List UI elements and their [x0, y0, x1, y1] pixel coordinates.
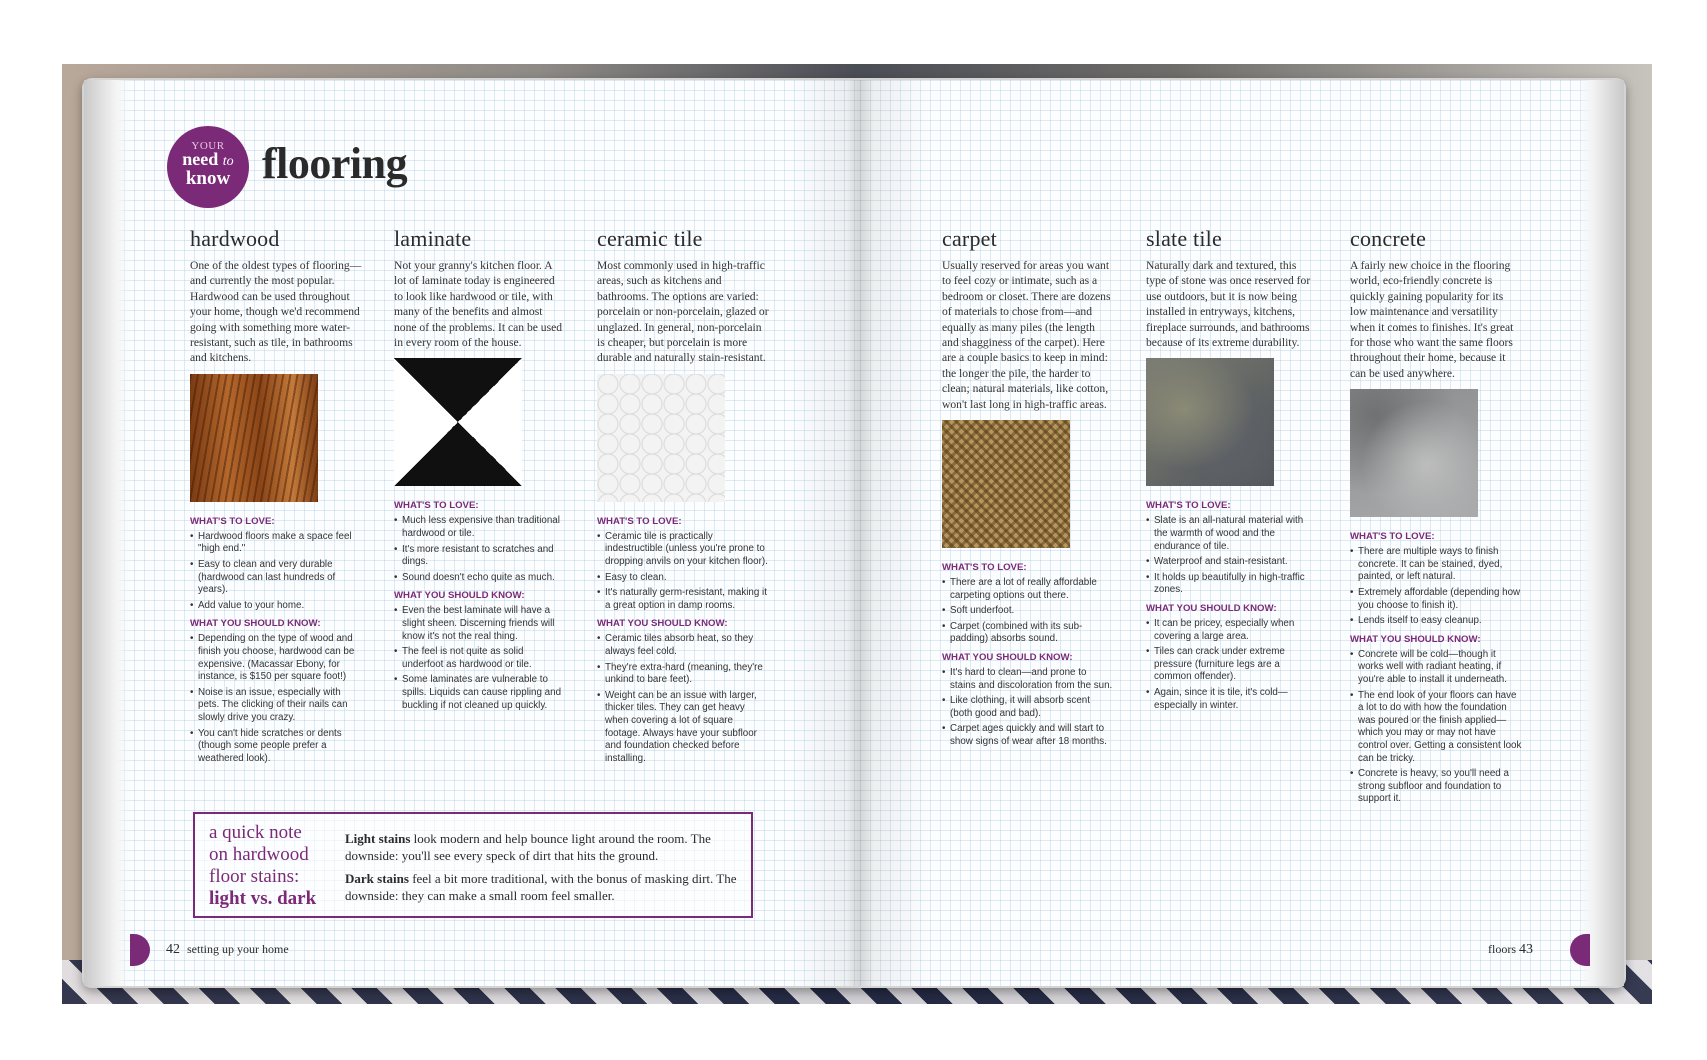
badge-to: to: [222, 154, 234, 169]
list-item: • Like clothing, it will absorb scent (both good and bad).: [942, 695, 1114, 720]
note-dark-text: feel a bit more traditional, with the bonus of masking dirt. The downside: they can make a small room feel smaller.: [345, 871, 737, 903]
list-item: • You can't hide scratches or dents (though some people prefer a weathered look).: [190, 728, 362, 766]
list-item: • Easy to clean.: [597, 572, 769, 585]
know-heading: WHAT YOU SHOULD KNOW:: [597, 618, 728, 630]
list-item: • Soft underfoot.: [942, 605, 1114, 618]
know-list: [942, 667, 1114, 749]
note-dark-paragraph: [345, 870, 745, 904]
hardwood-photo: [190, 374, 318, 502]
list-item: • The feel is not quite as solid underfoot as hardwood or tile.: [394, 646, 566, 671]
column-intro: Naturally dark and textured, this type of stone was once reserved for use outdoors, but it is now being installed in entryways, kitchens, fireplace surrounds, and bathrooms because of its extreme durability.: [1146, 259, 1311, 350]
slate-tile-photo: [1146, 358, 1274, 486]
list-item: • Carpet ages quickly and will start to show signs of wear after 18 months.: [942, 723, 1114, 748]
note-light-text: look modern and help bounce light around the room. The downside: you'll see every speck of dirt that hits the ground.: [345, 831, 711, 863]
list-item: • It's more resistant to scratches and dings.: [394, 544, 566, 569]
list-item: • Slate is an all-natural material with the warmth of wood and the endurance of tile.: [1146, 515, 1318, 553]
need-to-know-badge: [167, 126, 249, 208]
concrete-photo: [1350, 389, 1478, 517]
column-intro: Most commonly used in high-traffic areas, such as kitchens and bathrooms. The options are varied: porcelain or non-porcelain, glazed or unglazed. In general, non-porcelain is cheaper, but porcelain is more durable and naturally stain-resistant.: [597, 259, 769, 365]
left-page-number: 42: [166, 942, 180, 957]
love-heading: WHAT'S TO LOVE:: [597, 515, 682, 527]
list-item: • Hardwood floors make a space feel "high end.": [190, 531, 362, 556]
column-laminate: [394, 226, 566, 715]
note-dark-label: Dark stains: [345, 871, 409, 886]
column-intro: One of the oldest types of flooring—and currently the most popular. Hardwood can be used throughout your home, though we'd recommend going with something more water-resistant, such as tile, in bathrooms and kitchens.: [190, 259, 362, 365]
list-item: • There are multiple ways to finish concrete. It can be stained, dyed, painted, or left natural.: [1350, 546, 1522, 584]
know-heading: WHAT YOU SHOULD KNOW:: [190, 618, 321, 630]
love-list: [190, 531, 362, 613]
badge-need: need: [182, 149, 219, 169]
list-item: • Lends itself to easy cleanup.: [1350, 615, 1522, 628]
list-item: • It holds up beautifully in high-traffic zones.: [1146, 572, 1318, 597]
laminate-photo: [394, 358, 522, 486]
list-item: • Again, since it is tile, it's cold—especially in winter.: [1146, 687, 1318, 712]
list-item: • Ceramic tiles absorb heat, so they always feel cold.: [597, 633, 769, 658]
note-light-label: Light stains: [345, 831, 411, 846]
note-title-line: a quick note: [209, 822, 302, 843]
list-item: • Easy to clean and very durable (hardwood can last hundreds of years).: [190, 559, 362, 597]
right-running-head: floors: [1488, 942, 1516, 956]
badge-know: know: [185, 168, 231, 189]
column-intro: Not your granny's kitchen floor. A lot of laminate today is engineered to look like hardwood or tile, with many of the benefits and almost none of the problems. It can be used in every room of the house.: [394, 259, 563, 350]
note-title-line: [209, 888, 329, 910]
column-carpet: [942, 226, 1114, 752]
column-concrete: [1350, 226, 1522, 809]
know-list: [1350, 649, 1522, 806]
love-list: [942, 577, 1114, 646]
note-title-bold: light vs. dark: [209, 888, 317, 909]
column-intro: Usually reserved for areas you want to feel cozy or intimate, such as a bedroom or closet. There are dozens of materials to chose from—and equally as many piles (the length and shagginess of the carpet). Here are a couple basics to keep in mind: the longer the pile, the harder to clean; natural materials, like cotton, won't last long in high-traffic areas.: [942, 259, 1111, 411]
list-item: • Noise is an issue, especially with pets. The clicking of their nails can slowly drive you crazy.: [190, 687, 362, 725]
list-item: • Tiles can crack under extreme pressure (furniture legs are a common offender).: [1146, 646, 1318, 684]
list-item: • Add value to your home.: [190, 600, 362, 613]
know-list: [394, 605, 566, 712]
love-list: [394, 515, 566, 584]
book-gutter: [790, 80, 930, 986]
love-list: [1146, 515, 1318, 597]
column-heading: laminate: [394, 226, 472, 251]
list-item: • Depending on the type of wood and finish you choose, hardwood can be expensive. (Macassar Ebony, for instance, is $150 per square foot!): [190, 633, 362, 683]
column-heading: ceramic tile: [597, 226, 703, 251]
know-list: [597, 633, 769, 765]
love-list: [1350, 546, 1522, 628]
right-page-edge: [1578, 80, 1624, 986]
list-item: • Even the best laminate will have a slight sheen. Discerning friends will know it's not the real thing.: [394, 605, 566, 643]
know-list: [1146, 618, 1318, 712]
love-list: [597, 531, 769, 613]
column-slate-tile: [1146, 226, 1318, 715]
left-running-head: setting up your home: [187, 942, 289, 956]
column-heading: concrete: [1350, 226, 1427, 251]
note-light-paragraph: [345, 830, 745, 864]
list-item: • Much less expensive than traditional hardwood or tile.: [394, 515, 566, 540]
list-item: • Extremely affordable (depending how you choose to finish it).: [1350, 587, 1522, 612]
love-heading: WHAT'S TO LOVE:: [394, 500, 479, 512]
ceramic-tile-photo: [597, 374, 725, 502]
list-item: • Waterproof and stain-resistant.: [1146, 556, 1318, 569]
know-heading: WHAT YOU SHOULD KNOW:: [394, 590, 525, 602]
right-footer: [1488, 942, 1537, 958]
column-heading: carpet: [942, 226, 997, 251]
list-item: • It can be pricey, especially when covering a large area.: [1146, 618, 1318, 643]
column-intro: A fairly new choice in the flooring world, eco-friendly concrete is quickly gaining popularity for its low maintenance and versatility when it comes to finishes. It's great for those who want the same floors throughout their home, because it can be used anywhere.: [1350, 259, 1514, 380]
list-item: • Weight can be an issue with larger, thicker tiles. They can get heavy when covering a lot of square footage. Always have your subfloor and foundation checked before installing.: [597, 690, 769, 766]
note-body: [345, 830, 745, 910]
list-item: • The end look of your floors can have a lot to do with how the foundation was poured or the finish applied—which you may or may not have control over. Getting a consistent look can be tricky.: [1350, 690, 1522, 766]
list-item: • It's hard to clean—and prone to stains and discoloration from the sun.: [942, 667, 1114, 692]
note-title-line: on hardwood: [209, 844, 309, 865]
column-heading: hardwood: [190, 226, 280, 251]
list-item: • Some laminates are vulnerable to spills. Liquids can cause rippling and buckling if not cleaned up quickly.: [394, 674, 566, 712]
list-item: • Carpet (combined with its sub-padding) absorbs sound.: [942, 621, 1114, 646]
love-heading: WHAT'S TO LOVE:: [190, 515, 275, 527]
love-heading: WHAT'S TO LOVE:: [942, 562, 1027, 574]
love-heading: WHAT'S TO LOVE:: [1146, 500, 1231, 512]
left-page-edge: [84, 80, 130, 986]
note-title-line: floor stains:: [209, 866, 300, 887]
right-page-number: 43: [1519, 942, 1533, 957]
list-item: • Concrete is heavy, so you'll need a strong subfloor and foundation to support it.: [1350, 768, 1522, 806]
know-heading: WHAT YOU SHOULD KNOW:: [942, 652, 1073, 664]
left-footer: [166, 942, 289, 958]
list-item: • There are a lot of really affordable carpeting options out there.: [942, 577, 1114, 602]
column-ceramic-tile: [597, 226, 769, 768]
column-heading: slate tile: [1146, 226, 1222, 251]
carpet-photo: [942, 420, 1070, 548]
love-heading: WHAT'S TO LOVE:: [1350, 531, 1435, 543]
know-heading: WHAT YOU SHOULD KNOW:: [1146, 603, 1277, 614]
badge-your: YOUR: [191, 140, 225, 152]
know-list: [190, 633, 362, 765]
page-title: flooring: [262, 139, 408, 188]
list-item: • Sound doesn't echo quite as much.: [394, 572, 566, 585]
list-item: • They're extra-hard (meaning, they're unkind to bare feet).: [597, 662, 769, 687]
column-hardwood: [190, 226, 362, 768]
hardwood-stain-note: [193, 812, 753, 918]
list-item: • Concrete will be cold—though it works well with radiant heating, if you're able to install it underneath.: [1350, 649, 1522, 687]
know-heading: WHAT YOU SHOULD KNOW:: [1350, 633, 1481, 645]
note-title: [209, 822, 329, 910]
list-item: • Ceramic tile is practically indestructible (unless you're prone to dropping anvils on your kitchen floor).: [597, 531, 769, 569]
list-item: • It's naturally germ-resistant, making it a great option in damp rooms.: [597, 587, 769, 612]
